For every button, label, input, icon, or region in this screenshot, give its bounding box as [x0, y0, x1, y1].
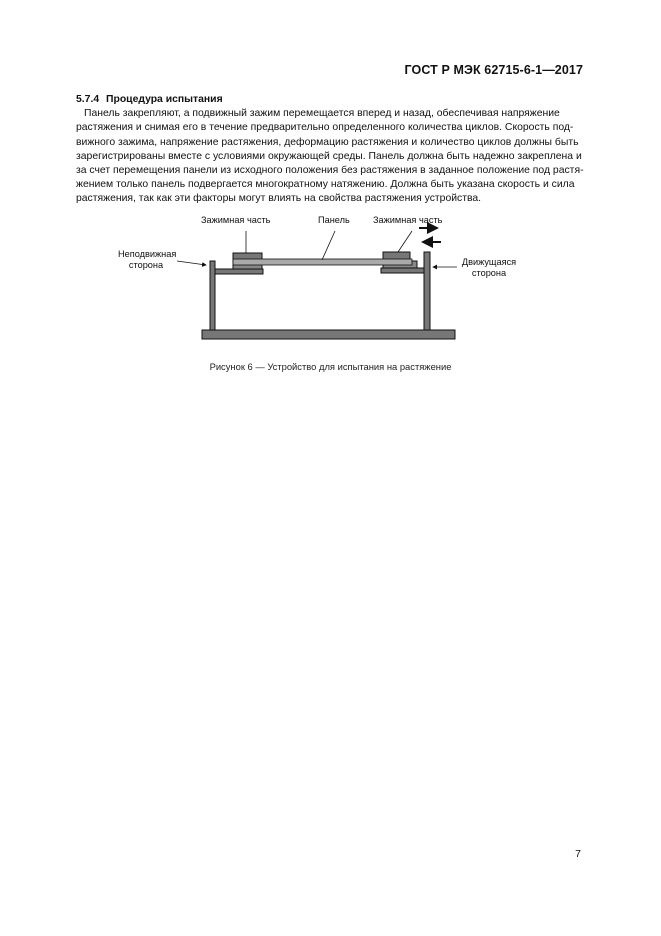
label-moving-side-line2: сторона: [471, 268, 507, 278]
paragraph-line: вижного зажима, напряжение растяжения, деформацию растяжения и количество циклов должны быть: [76, 136, 579, 148]
section-heading: [76, 93, 585, 107]
section-number: 5.7.4: [76, 94, 100, 105]
leader-panel: [322, 231, 335, 260]
leader-right-clamp: [398, 231, 412, 252]
paragraph-line: Панель закрепляют, а подвижный зажим перемещается вперед и назад, обеспечивая напряжение: [84, 108, 560, 120]
section-5-7-4: [76, 93, 585, 207]
leader-fixed-side: [177, 261, 206, 265]
label-fixed-side-line2: сторона: [128, 260, 164, 270]
section-title: Процедура испытания: [106, 94, 223, 105]
paragraph-line: за счет перемещения панели из исходного положения без растяжения в заданное положение под растя-: [76, 165, 584, 177]
section-paragraph: [76, 107, 585, 206]
left-arm: [215, 269, 263, 274]
page-number: 7: [575, 848, 581, 860]
standard-code: ГОСТ Р МЭК 62715-6-1—2017: [404, 63, 583, 77]
paragraph-line: растяжения, так как эти факторы могут влиять на свойства растяжения устройства.: [76, 193, 482, 205]
paragraph-line: растяжения и снимая его в течение предварительно определенного количества циклов. Скорость под-: [76, 122, 574, 134]
moving-post: [424, 252, 430, 330]
label-panel: Панель: [318, 215, 350, 225]
label-moving-side-line1: Движущаяся: [461, 257, 517, 267]
label-clamp-left: Зажимная часть: [201, 215, 271, 225]
paragraph-line: зарегистрированы вместе с условиями окружающей среды. Панель должна быть надежно закреплена и: [76, 150, 582, 162]
base-plate: [202, 330, 455, 339]
fixed-post: [210, 261, 215, 330]
label-clamp-right: Зажимная часть: [373, 215, 443, 225]
label-fixed-side: [118, 249, 177, 271]
figure-caption: Рисунок 6 — Устройство для испытания на растяжение: [209, 361, 452, 372]
paragraph-line: жением только панель подвергается многократному натяжению. Должна быть указана скорость и сила: [76, 179, 575, 191]
label-moving-side: [460, 257, 518, 279]
test-panel: [233, 259, 412, 265]
figure-6: [0, 205, 661, 375]
right-arm: [381, 268, 424, 273]
label-fixed-side-line1: Неподвижная: [118, 249, 177, 259]
tensile-test-diagram: [0, 205, 661, 375]
